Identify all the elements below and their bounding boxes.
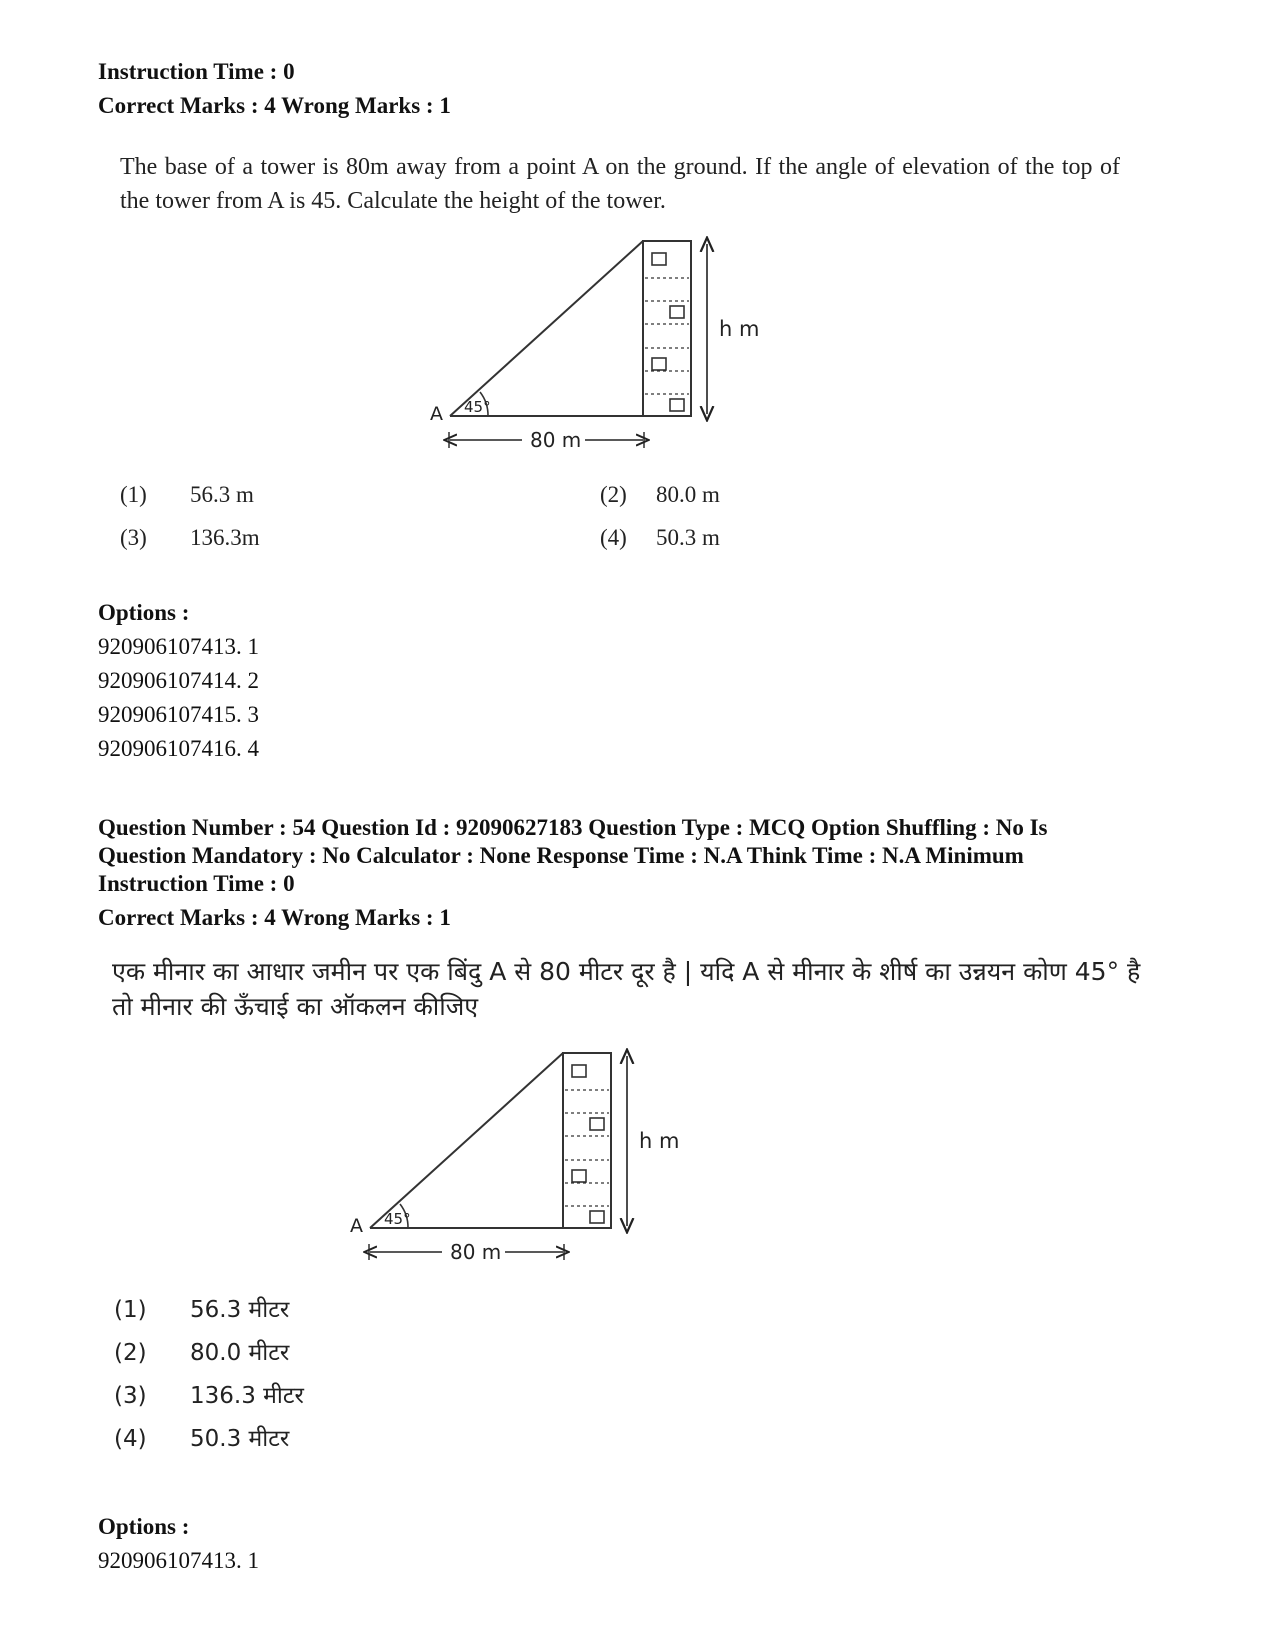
instruction-time: Instruction Time : 0 [98, 871, 295, 896]
choice-1: (1) 56.3 m [120, 482, 254, 507]
choice-1: (1) 56.3 मीटर [114, 1297, 290, 1323]
option-id: 920906107416. 4 [98, 736, 259, 761]
angle-label: 45° [464, 398, 491, 416]
option-id: 920906107413. 1 [98, 1548, 259, 1573]
tower [643, 241, 691, 416]
choice-2: (2) 80.0 m [600, 482, 720, 507]
base-label: 80 m [450, 1240, 502, 1264]
options-header: Options : [98, 1514, 190, 1539]
question-text-hindi: एक मीनार का आधार जमीन पर एक बिंदु A से 80 मीटर दूर है | यदि A से मीनार के शीर्ष का उन्नयन कोण 45° है तो मीनार की ऊँचाई का ऑकलन कीजिए [112, 957, 1141, 1021]
options-header: Options : [98, 600, 190, 625]
point-label: A [350, 1215, 363, 1237]
q54-meta [98, 814, 1048, 932]
choices [120, 482, 820, 572]
tower-figure [430, 236, 790, 466]
triangle [370, 1053, 563, 1228]
options-block [98, 1510, 259, 1578]
question-header-line: Question Mandatory : No Calculator : None Response Time : N.A Think Time : N.A Minimum [98, 843, 1024, 868]
triangle [450, 241, 643, 416]
question-text: The base of a tower is 80m away from a point A on the ground. If the angle of elevation of the top of the tower from A is 45. Calculate the height of the tower. [120, 154, 1120, 214]
marks-line: Correct Marks : 4 Wrong Marks : 1 [98, 905, 451, 930]
q53-meta [98, 58, 451, 120]
choice-3: (3) 136.3 मीटर [114, 1383, 304, 1409]
height-label: h m [639, 1129, 680, 1153]
instruction-time: Instruction Time : 0 [98, 59, 295, 84]
marks-line: Correct Marks : 4 Wrong Marks : 1 [98, 93, 451, 118]
question-header-line: Question Number : 54 Question Id : 92090627183 Question Type : MCQ Option Shuffling : No Is [98, 815, 1048, 840]
option-id: 920906107415. 3 [98, 702, 259, 727]
choice-4: (4) 50.3 m [600, 525, 720, 550]
option-id: 920906107414. 2 [98, 668, 259, 693]
choice-4: (4) 50.3 मीटर [114, 1426, 290, 1452]
height-label: h m [719, 317, 760, 341]
point-label: A [430, 403, 443, 425]
options-block [98, 596, 259, 766]
tower-figure [350, 1048, 710, 1278]
choices-hindi [114, 1292, 304, 1464]
choice-2: (2) 80.0 मीटर [114, 1340, 290, 1366]
tower [563, 1053, 611, 1228]
choice-3: (3) 136.3m [120, 525, 260, 550]
base-label: 80 m [530, 428, 582, 452]
angle-label: 45° [384, 1210, 411, 1228]
option-id: 920906107413. 1 [98, 634, 259, 659]
